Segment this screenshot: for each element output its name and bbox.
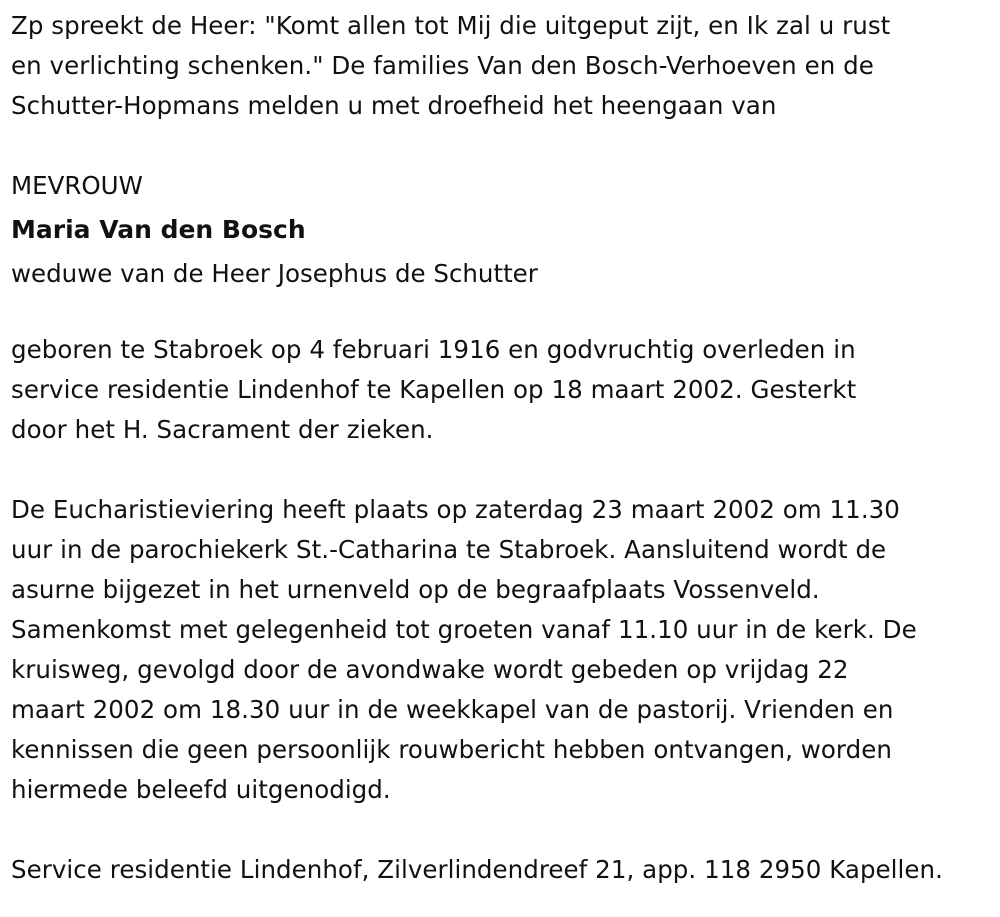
ceremony-line: maart 2002 om 18.30 uur in de weekkapel van de pastorij. Vrienden en bbox=[11, 695, 894, 724]
intro-line: Zp spreekt de Heer: "Komt allen tot Mij die uitgeput zijt, en Ik zal u rust bbox=[11, 11, 891, 40]
ceremony-line: De Eucharistieviering heeft plaats op zaterdag 23 maart 2002 om 11.30 bbox=[11, 495, 900, 524]
ceremony-line: uur in de parochiekerk St.-Catharina te Stabroek. Aansluitend wordt de bbox=[11, 535, 887, 564]
intro-line: en verlichting schenken." De families Van den Bosch-Verhoeven en de bbox=[11, 51, 874, 80]
birth-death-line: geboren te Stabroek op 4 februari 1916 en godvruchtig overleden in bbox=[11, 335, 856, 364]
ceremony-line: hiermede beleefd uitgenodigd. bbox=[11, 775, 391, 804]
address-line: Service residentie Lindenhof, Zilverlindendreef 21, app. 118 2950 Kapellen. bbox=[11, 855, 943, 884]
intro-paragraph bbox=[11, 6, 1000, 126]
ceremony-paragraph bbox=[11, 490, 1000, 810]
birth-death-line: service residentie Lindenhof te Kapellen op 18 maart 2002. Gesterkt bbox=[11, 375, 857, 404]
ceremony-line: kennissen die geen persoonlijk rouwbericht hebben ontvangen, worden bbox=[11, 735, 892, 764]
ceremony-line: asurne bijgezet in het urnenveld op de begraafplaats Vossenveld. bbox=[11, 575, 820, 604]
widow-of-line: weduwe van de Heer Josephus de Schutter bbox=[11, 259, 538, 288]
spacer bbox=[11, 450, 1000, 490]
intro-line: Schutter-Hopmans melden u met droefheid het heengaan van bbox=[11, 91, 777, 120]
birth-death-line: door het H. Sacrament der zieken. bbox=[11, 415, 434, 444]
deceased-name: Maria Van den Bosch bbox=[11, 215, 306, 244]
spacer bbox=[11, 126, 1000, 166]
honorific-title: MEVROUW bbox=[11, 171, 143, 200]
ceremony-line: kruisweg, gevolgd door de avondwake wordt gebeden op vrijdag 22 bbox=[11, 655, 849, 684]
birth-death-paragraph bbox=[11, 330, 1000, 450]
ceremony-line: Samenkomst met gelegenheid tot groeten vanaf 11.10 uur in de kerk. De bbox=[11, 615, 917, 644]
spacer bbox=[11, 298, 1000, 330]
spacer bbox=[11, 810, 1000, 850]
